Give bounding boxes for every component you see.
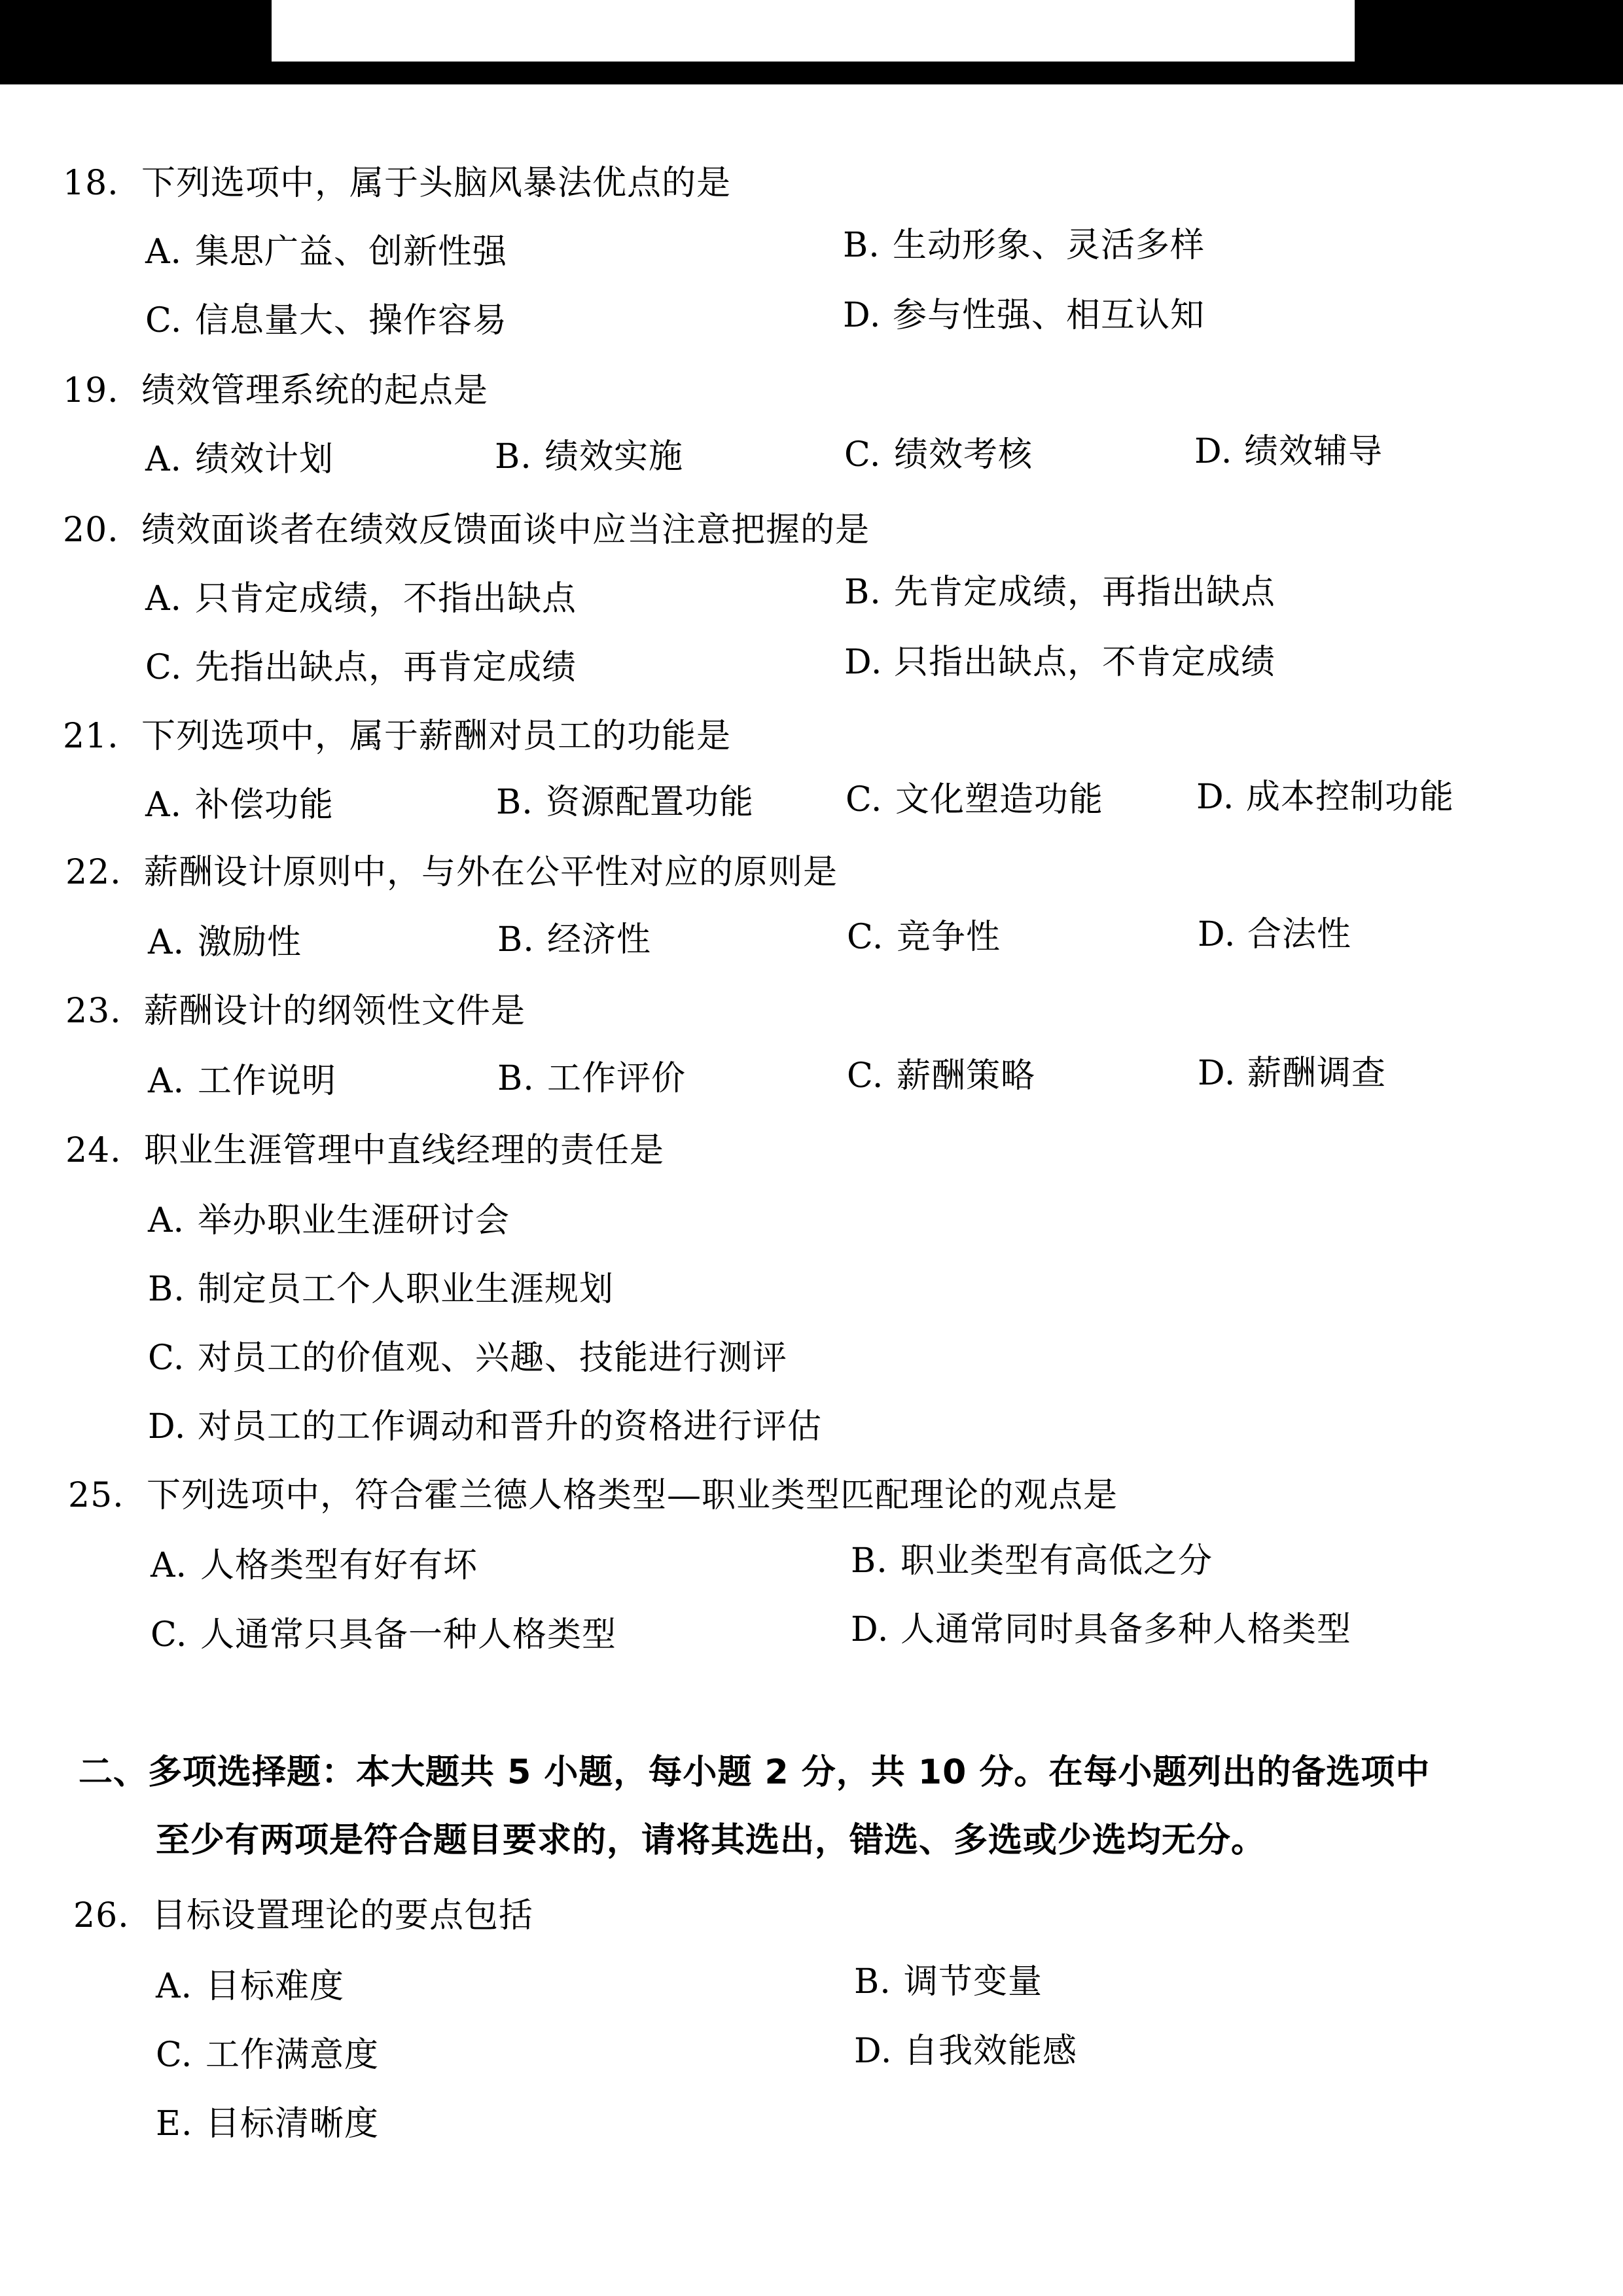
option-text: 参与性强、相互认知 <box>893 296 1205 335</box>
option-text: 人通常只具备一种人格类型 <box>200 1615 617 1655</box>
question-26-stem <box>73 1896 533 1935</box>
option-text: 信息量大、操作容易 <box>195 301 508 340</box>
question-20-option-d[interactable] <box>844 643 1275 682</box>
option-text: 人格类型有好有坏 <box>200 1546 478 1585</box>
question-26-option-b[interactable] <box>854 1962 1043 2001</box>
option-letter: C. <box>148 1338 185 1378</box>
option-text: 激励性 <box>198 923 302 962</box>
option-text: 绩效计划 <box>195 440 334 479</box>
question-24-option-d[interactable] <box>148 1407 822 1446</box>
option-letter: D. <box>1198 915 1236 954</box>
option-text: 只肯定成绩，不指出缺点 <box>195 579 577 619</box>
question-22-option-a[interactable] <box>148 923 302 962</box>
option-letter: C. <box>145 301 183 340</box>
question-23-option-a[interactable] <box>148 1062 336 1101</box>
question-21-option-d[interactable] <box>1196 778 1454 817</box>
question-25-stem <box>68 1476 1118 1515</box>
question-20-option-c[interactable] <box>145 648 577 687</box>
question-22-stem <box>65 853 838 892</box>
option-letter: C. <box>151 1615 188 1655</box>
option-letter: B. <box>843 226 880 265</box>
option-letter: A. <box>148 923 185 962</box>
question-25-option-a[interactable] <box>151 1546 478 1585</box>
question-21-option-c[interactable] <box>846 780 1103 819</box>
option-text: 只指出缺点，不肯定成绩 <box>894 643 1276 682</box>
question-23-option-c[interactable] <box>847 1056 1035 1096</box>
option-text: 工作满意度 <box>205 2036 380 2075</box>
option-text: 竞争性 <box>897 918 1001 957</box>
option-letter: B. <box>148 1270 185 1309</box>
option-letter: C. <box>145 648 183 687</box>
option-letter: D. <box>148 1407 187 1446</box>
question-22-option-b[interactable] <box>497 920 651 960</box>
option-letter: B. <box>844 573 882 612</box>
question-18-stem <box>63 164 731 203</box>
question-21-stem <box>63 717 731 756</box>
question-24-option-a[interactable] <box>148 1201 510 1240</box>
option-letter: A. <box>145 579 183 619</box>
option-text: 举办职业生涯研讨会 <box>198 1201 510 1240</box>
question-text: 目标设置理论的要点包括 <box>152 1896 534 1935</box>
option-text: 调节变量 <box>904 1962 1043 2001</box>
question-24-stem <box>65 1131 664 1170</box>
option-text: 对员工的工作调动和晋升的资格进行评估 <box>198 1407 823 1446</box>
option-text: 目标难度 <box>205 1967 345 2006</box>
option-letter: C. <box>156 2036 193 2075</box>
question-24-option-c[interactable] <box>148 1338 787 1378</box>
question-20-stem <box>63 511 870 550</box>
question-number: 23. <box>65 992 122 1031</box>
question-19-option-b[interactable] <box>495 437 683 476</box>
option-letter: D. <box>854 2032 893 2071</box>
question-24-option-b[interactable] <box>148 1270 614 1309</box>
question-text: 下列选项中，符合霍兰德人格类型—职业类型匹配理论的观点是 <box>147 1476 1118 1515</box>
question-text: 职业生涯管理中直线经理的责任是 <box>144 1131 665 1170</box>
option-letter: A. <box>151 1546 188 1585</box>
option-text: 人通常同时具备多种人格类型 <box>901 1610 1352 1649</box>
question-number: 24. <box>65 1131 122 1170</box>
option-text: 先指出缺点，再肯定成绩 <box>195 648 577 687</box>
question-number: 20. <box>63 511 119 550</box>
question-23-option-b[interactable] <box>497 1059 686 1098</box>
option-text: 绩效考核 <box>894 435 1033 475</box>
option-letter: A. <box>145 785 183 825</box>
option-letter: A. <box>148 1201 185 1240</box>
question-number: 21. <box>63 717 119 756</box>
question-22-option-c[interactable] <box>847 918 1001 957</box>
question-26-option-e[interactable] <box>156 2104 379 2144</box>
option-letter: A. <box>145 232 183 272</box>
option-text: 绩效辅导 <box>1244 432 1383 471</box>
option-letter: D. <box>1194 432 1233 471</box>
option-text: 职业类型有高低之分 <box>901 1541 1213 1581</box>
option-text: 成本控制功能 <box>1246 778 1455 817</box>
question-18-option-a[interactable] <box>145 232 507 272</box>
option-letter: D. <box>843 296 882 335</box>
question-26-option-c[interactable] <box>156 2036 379 2075</box>
question-number: 26. <box>73 1896 130 1935</box>
section-2-heading-line-2: 至少有两项是符合题目要求的，请将其选出，错选、多选或少选均无分。 <box>156 1821 1266 1860</box>
option-letter: C. <box>847 918 884 957</box>
option-letter: A. <box>148 1062 185 1101</box>
option-text: 自我效能感 <box>904 2032 1078 2071</box>
option-letter: B. <box>851 1541 888 1581</box>
question-text: 薪酬设计原则中，与外在公平性对应的原则是 <box>144 853 838 892</box>
question-18-option-c[interactable] <box>145 301 507 340</box>
option-letter: A. <box>145 440 183 479</box>
option-text: 工作评价 <box>547 1059 687 1098</box>
option-text: 先肯定成绩，再指出缺点 <box>894 573 1276 612</box>
option-text: 补偿功能 <box>195 785 334 825</box>
question-25-option-c[interactable] <box>151 1615 616 1655</box>
question-19-stem <box>63 371 488 410</box>
option-text: 对员工的价值观、兴趣、技能进行测评 <box>198 1338 788 1378</box>
question-text: 绩效管理系统的起点是 <box>141 371 489 410</box>
option-letter: B. <box>497 920 535 960</box>
option-letter: A. <box>156 1967 193 2006</box>
section-2-heading-line-1: 二、多项选择题：本大题共 5 小题，每小题 2 分，共 10 分。在每小题列出的备选项中 <box>79 1753 1431 1792</box>
question-26-option-a[interactable] <box>156 1967 344 2006</box>
question-text: 下列选项中，属于薪酬对员工的功能是 <box>141 717 732 756</box>
question-25-option-b[interactable] <box>851 1541 1213 1581</box>
option-text: 制定员工个人职业生涯规划 <box>198 1270 615 1309</box>
question-26-option-d[interactable] <box>854 2032 1077 2071</box>
option-letter: D. <box>1196 778 1235 817</box>
question-19-option-a[interactable] <box>145 440 334 479</box>
option-letter: C. <box>844 435 882 475</box>
option-text: 薪酬策略 <box>897 1056 1036 1096</box>
question-number: 19. <box>63 371 119 410</box>
option-text: 目标清晰度 <box>205 2104 380 2144</box>
option-text: 绩效实施 <box>544 437 684 476</box>
question-number: 25. <box>68 1476 124 1515</box>
option-text: 薪酬调查 <box>1247 1054 1387 1093</box>
question-23-option-d[interactable] <box>1198 1054 1386 1093</box>
option-letter: B. <box>496 783 533 822</box>
question-21-option-a[interactable] <box>145 785 334 825</box>
option-text: 集思广益、创新性强 <box>195 232 508 272</box>
question-20-option-b[interactable] <box>844 573 1275 612</box>
option-letter: D. <box>844 643 883 682</box>
option-text: 文化塑造功能 <box>895 780 1104 819</box>
question-number: 22. <box>65 853 122 892</box>
question-text: 绩效面谈者在绩效反馈面谈中应当注意把握的是 <box>141 511 870 550</box>
option-text: 资源配置功能 <box>546 783 755 822</box>
question-text: 下列选项中，属于头脑风暴法优点的是 <box>141 164 732 203</box>
option-letter: D. <box>851 1610 889 1649</box>
option-letter: D. <box>1198 1054 1236 1093</box>
question-23-stem <box>65 992 526 1031</box>
header-blank-area <box>272 0 1355 62</box>
question-19-option-d[interactable] <box>1194 432 1383 471</box>
option-letter: B. <box>497 1059 535 1098</box>
question-18-option-d[interactable] <box>843 296 1205 335</box>
question-text: 薪酬设计的纲领性文件是 <box>144 992 526 1031</box>
question-18-option-b[interactable] <box>843 226 1205 265</box>
option-text: 工作说明 <box>198 1062 337 1101</box>
question-20-option-a[interactable] <box>145 579 577 619</box>
question-21-option-b[interactable] <box>496 783 754 822</box>
option-letter: B. <box>854 1962 891 2001</box>
option-text: 生动形象、灵活多样 <box>893 226 1205 265</box>
option-text: 经济性 <box>547 920 652 960</box>
option-letter: C. <box>846 780 883 819</box>
question-19-option-c[interactable] <box>844 435 1033 475</box>
question-22-option-d[interactable] <box>1198 915 1351 954</box>
question-25-option-d[interactable] <box>851 1610 1351 1649</box>
option-letter: E. <box>156 2104 193 2144</box>
option-letter: B. <box>495 437 532 476</box>
question-number: 18. <box>63 164 119 203</box>
option-text: 合法性 <box>1247 915 1352 954</box>
option-letter: C. <box>847 1056 884 1096</box>
